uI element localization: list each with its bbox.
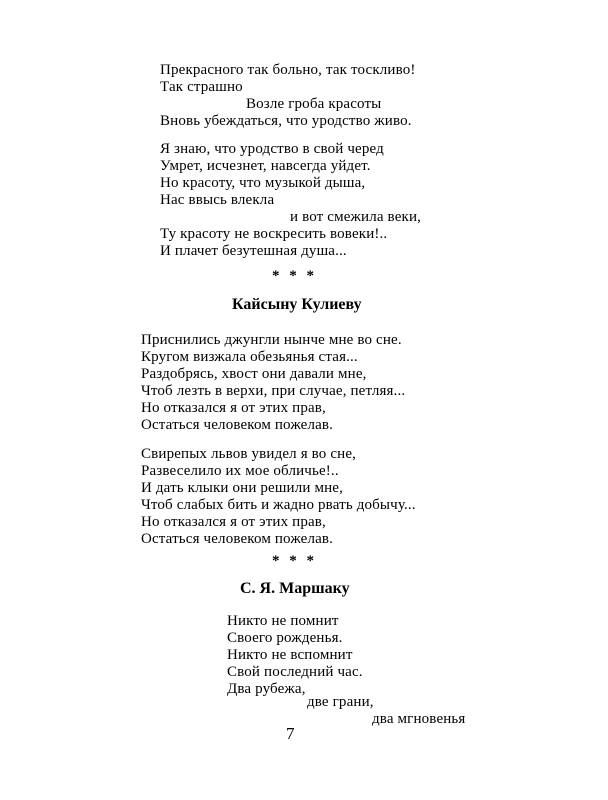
poem2-line: Чтоб слабых бить и жадно рвать добычу... bbox=[141, 497, 416, 513]
poem1-line: Ту красоту не воскресить вовеки!.. bbox=[160, 226, 388, 242]
poem1-line: Возле гроба красоты bbox=[246, 96, 382, 112]
poem-title: С. Я. Маршаку bbox=[240, 580, 350, 597]
poem2-line: Кругом визжала обезьянья стая... bbox=[141, 349, 358, 365]
poem1-line: Вновь убеждаться, что уродство живо. bbox=[160, 113, 412, 129]
poem2-line: И дать клыки они решили мне, bbox=[141, 480, 343, 496]
poem1-line: Я знаю, что уродство в свой черед bbox=[160, 141, 384, 157]
poem3-line: Два рубежа, bbox=[227, 681, 306, 697]
poem1-line: Прекрасного так больно, так тоскливо! bbox=[160, 62, 416, 78]
poem2-line: Остаться человеком пожелав. bbox=[141, 417, 334, 433]
poem-title: Кайсыну Кулиеву bbox=[232, 296, 362, 313]
poem2-line: Раздобрясь, хвост они давали мне, bbox=[141, 366, 367, 382]
poem2-line: Развеселило их мое обличье!.. bbox=[141, 463, 339, 479]
poem3-line: Свой последний час. bbox=[227, 664, 363, 680]
poem1-line: И плачет безутешная душа... bbox=[160, 243, 347, 259]
poem2-line: Приснились джунгли нынче мне во сне. bbox=[141, 332, 402, 348]
poem2-line: Остаться человеком пожелав. bbox=[141, 531, 334, 547]
poem1-line: Умрет, исчезнет, навсегда уйдет. bbox=[160, 158, 371, 174]
poem3-line: Никто не помнит bbox=[227, 613, 339, 629]
poem3-line: две грани, bbox=[307, 694, 374, 710]
poem3-line: Своего рожденья. bbox=[227, 630, 343, 646]
poem3-line: Никто не вспомнит bbox=[227, 647, 353, 663]
page-number: 7 bbox=[286, 724, 295, 743]
poem3-line: два мгновенья bbox=[372, 711, 466, 727]
poem2-line: Чтоб лезть в верхи, при случае, петляя... bbox=[141, 383, 406, 399]
poem1-line: Нас ввысь влекла bbox=[160, 192, 275, 208]
poem1-line: Так страшно bbox=[160, 79, 243, 95]
poem2-line: Но отказался я от этих прав, bbox=[141, 514, 326, 530]
section-separator: * * * bbox=[272, 553, 317, 569]
poem2-line: Но отказался я от этих прав, bbox=[141, 400, 326, 416]
section-separator: * * * bbox=[272, 268, 317, 284]
poem1-line: и вот смежила веки, bbox=[290, 209, 422, 225]
poem1-line: Но красоту, что музыкой дыша, bbox=[160, 175, 366, 191]
poem2-line: Свирепых львов увидел я во сне, bbox=[141, 446, 357, 462]
